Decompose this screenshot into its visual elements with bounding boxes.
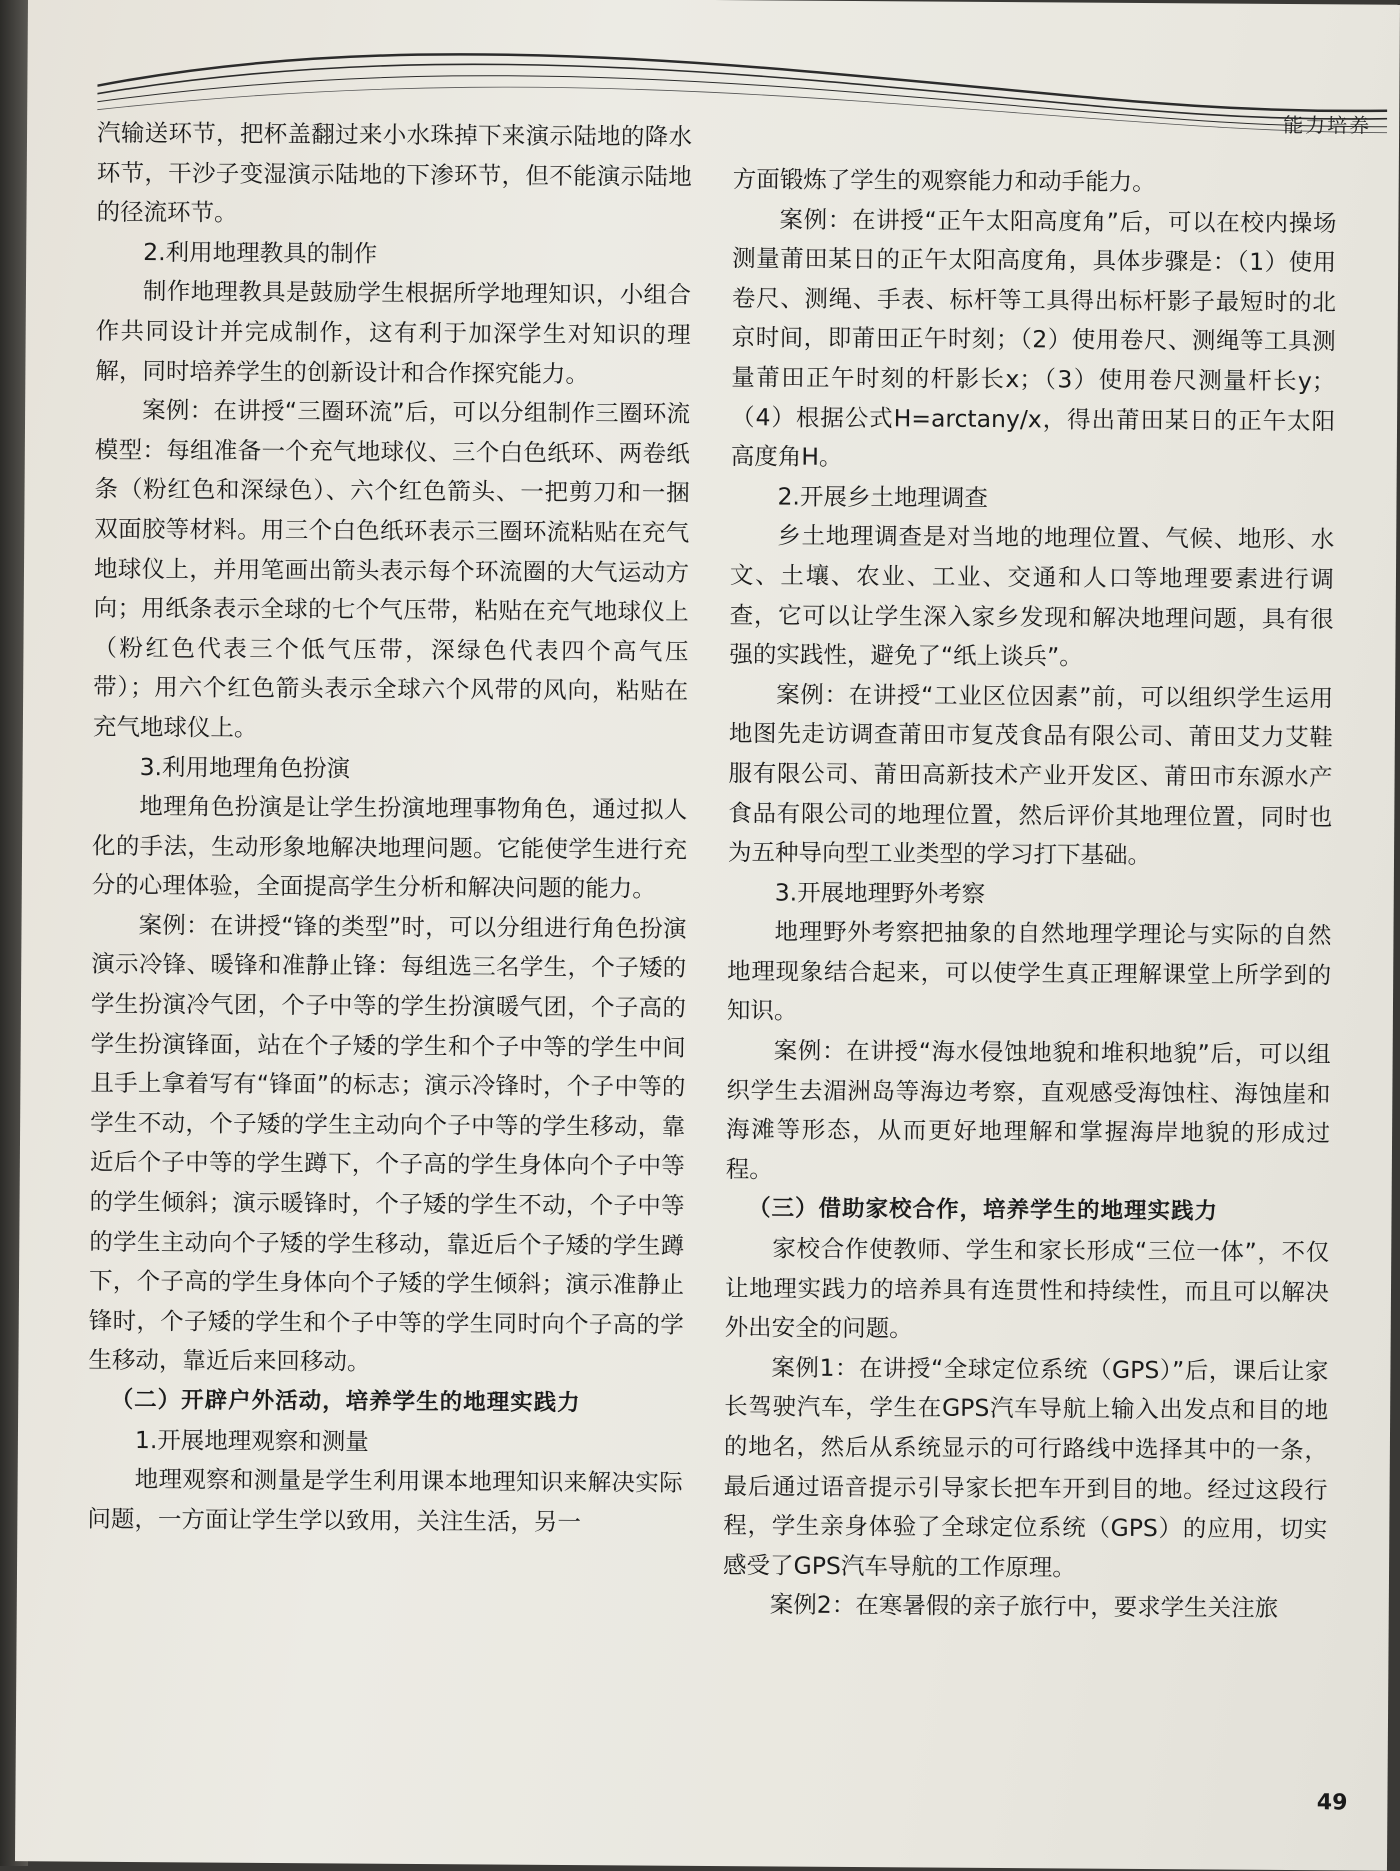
section-heading: （三）借助家校合作，培养学生的地理实践力	[747, 1195, 1219, 1225]
section-label: 能力培养	[1283, 112, 1372, 138]
left-column	[87, 114, 692, 1543]
section-heading: （二）开辟户外活动，培养学生的地理实践力	[110, 1386, 581, 1417]
paragraph: 地理观察和测量是学生利用课本地理知识来解决实际问题，一方面让学生学以致用，关注生活，另一	[87, 1465, 683, 1536]
paragraph: 案例：在讲授“正午太阳高度角”后，可以在校内操场测量莆田某日的正午太阳高度角，具体步骤是：（1）使用卷尺、测绳、手表、标杆等工具得出标杆影子最短时的北京时间，即莆田正午时刻；（2）使用卷尺、测绳等工具测量莆田正午时刻的杆影长x；（3）使用卷尺测量杆长y；（4）根据公式H=arctany/x，得出莆田某日的正午太阳高度角H。	[730, 205, 1337, 472]
paragraph: 案例：在讲授“三圈环流”后，可以分组制作三圈环流模型：每组准备一个充气地球仪、三个白色纸环、两卷纸条（粉红色和深绿色）、六个红色箭头、一把剪刀和一捆双面胶等材料。用三个白色纸环表示三圈环流粘贴在充气地球仪上，并用笔画出箭头表示每个环流圈的大气运动方向；用纸条表示全球的七个气压带，粘贴在充气地球仪上（粉红色代表三个低气压带，深绿色代表四个高气压带）；用六个红色箭头表示全球六个风带的风向，粘贴在充气地球仪上。	[92, 396, 691, 742]
journal-page	[15, 0, 1400, 1871]
paragraph: 地理角色扮演是让学生扮演地理事物角色，通过拟人化的手法，生动形象地解决地理问题。它能使学生进行充分的心理体验，全面提高学生分析和解决问题的能力。	[91, 792, 688, 903]
paragraph: 案例：在讲授“锋的类型”时，可以分组进行角色扮演演示冷锋、暖锋和准静止锋：每组选三名学生，个子矮的学生扮演冷气团，个子中等的学生扮演暖气团，个子高的学生扮演锋面，站在个子矮的学生和个子中等的学生中间且手上拿着写有“锋面”的标志；演示冷锋时，个子中等的学生不动，个子矮的学生主动向个子中等的学生移动，靠近后个子中等的学生蹲下，个子高的学生身体向个子中等的学生倾斜；演示暖锋时，个子矮的学生不动，个子中等的学生主动向个子矮的学生移动，靠近后个子矮的学生蹲下，个子高的学生身体向个子矮的学生倾斜；演示准静止锋时，个子矮的学生和个子中等的学生同时向个子高的学生移动，靠近后来回移动。	[88, 910, 687, 1377]
paragraph: 汽输送环节，把杯盖翻过来小水珠掉下来演示陆地的降水环节，干沙子变湿演示陆地的下渗环节，但不能演示陆地的径流环节。	[96, 118, 693, 227]
paragraph: 方面锻炼了学生的观察能力和动手能力。	[732, 165, 1156, 197]
paragraph: 案例2：在寒暑假的亲子旅行中，要求学生关注旅	[769, 1590, 1279, 1623]
right-column	[723, 160, 1337, 1629]
subsection-heading: 2.利用地理教具的制作	[143, 237, 378, 268]
paragraph: 制作地理教具是鼓励学生根据所学地理知识，小组合作共同设计并完成制作，这有利于加深学生对知识的理解，同时培养学生的创新设计和合作探究能力。	[95, 277, 692, 388]
subsection-heading: 2.开展乡土地理调查	[777, 482, 989, 512]
subsection-heading: 3.开展地理野外考察	[774, 878, 986, 908]
paragraph: 地理野外考察把抽象的自然地理学理论与实际的自然地理现象结合起来，可以使学生真正理解课堂上所学到的知识。	[726, 917, 1332, 1026]
paragraph: 案例：在讲授“工业区位因素”前，可以组织学生运用地图先走访调查莆田市复茂食品有限公司、莆田艾力艾鞋服有限公司、莆田高新技术产业开发区、莆田市东源水产食品有限公司的地理位置，然后评价其地理位置，同时也为五种导向型工业类型的学习打下基础。	[727, 680, 1334, 870]
paragraph: 乡土地理调查是对当地的地理位置、气候、地形、水文、土壤、农业、工业、交通和人口等地理要素进行调查，它可以让学生深入家乡发现和解决地理问题，具有很强的实践性，避免了“纸上谈兵”。	[729, 521, 1335, 671]
subsection-heading: 1.开展地理观察和测量	[134, 1425, 369, 1456]
subsection-heading: 3.利用地理角色扮演	[139, 752, 351, 782]
paragraph: 家校合作使教师、学生和家长形成“三位一体”，不仅让地理实践力的培养具有连贯性和持续性，而且可以解决外出安全的问题。	[724, 1234, 1330, 1343]
paragraph: 案例：在讲授“海水侵蚀地貌和堆积地貌”后，可以组织学生去湄洲岛等海边考察，直观感受海蚀柱、海蚀崖和海滩等形态，从而更好地理解和掌握海岸地貌的形成过程。	[725, 1036, 1331, 1184]
paragraph: 案例1：在讲授“全球定位系统（GPS）”后，课后让家长驾驶汽车，学生在GPS汽车导航上输入出发点和目的地的地名，然后从系统显示的可行路线中选择其中的一条，最后通过语音提示引导家长把车开到目的地。经过这段行程，学生亲身体验了全球定位系统（GPS）的应用，切实感受了GPS汽车导航的工作原理。	[722, 1353, 1329, 1582]
page-number: 49	[1316, 1790, 1348, 1816]
